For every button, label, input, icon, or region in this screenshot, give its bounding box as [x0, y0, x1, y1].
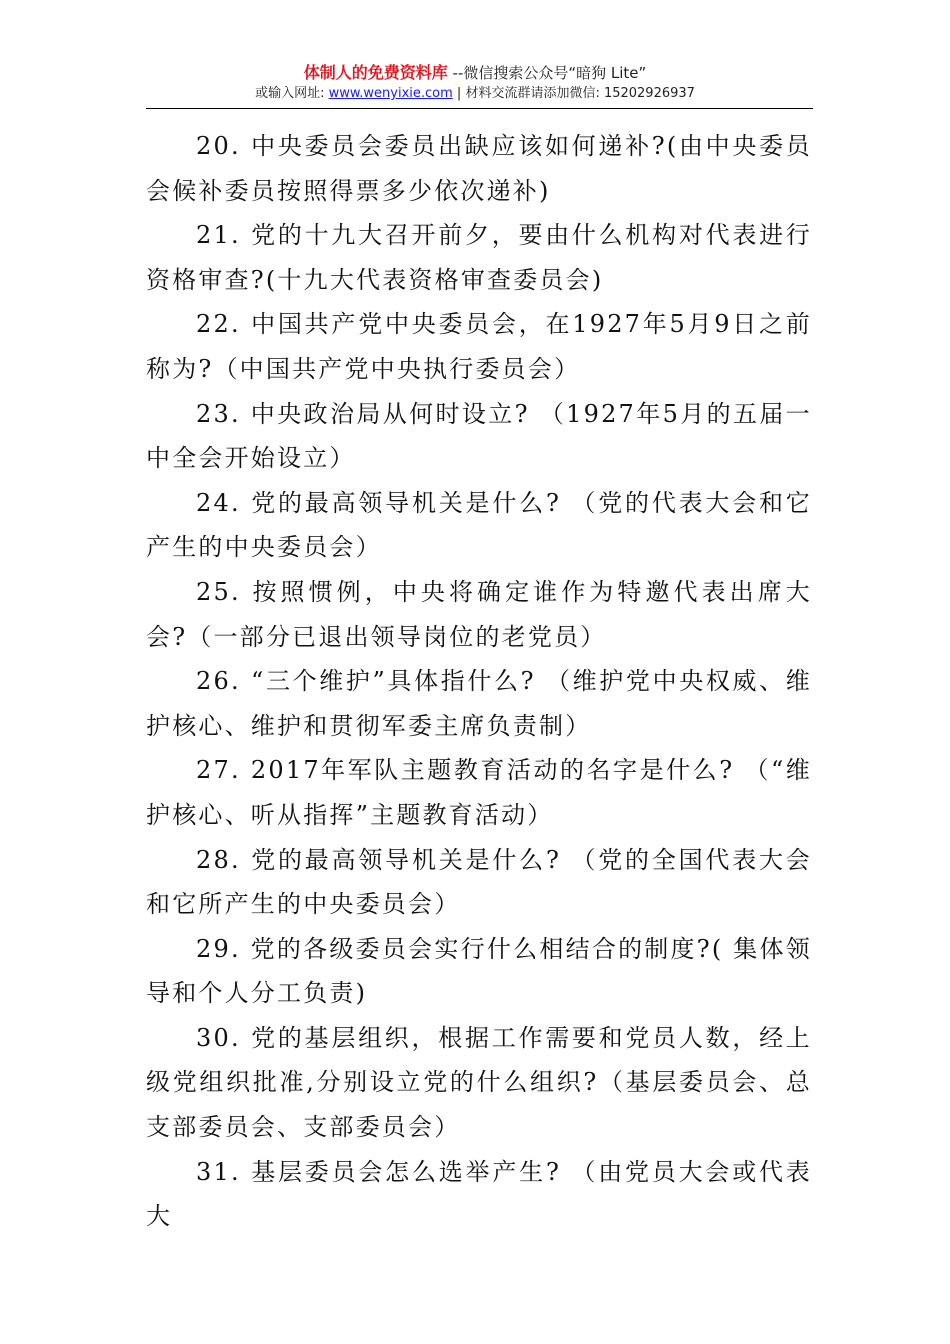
question-item: 20. 中央委员会委员出缺应该如何递补?(由中央委员会候补委员按照得票多少依次递补) — [146, 132, 812, 205]
question-item: 22. 中国共产党中央委员会，在1927年5月9日之前称为?（中国共产党中央执行委员会） — [146, 310, 812, 383]
question-item: 26. “三个维护”具体指什么? （维护党中央权威、维护核心、维护和贯彻军委主席负责制） — [146, 667, 812, 740]
url-prefix: 或输入网址: — [255, 86, 329, 101]
question-item: 25. 按照惯例，中央将确定谁作为特邀代表出席大会?（一部分已退出领导岗位的老党员） — [146, 577, 812, 651]
page-header — [0, 64, 950, 102]
question-item: 29. 党的各级委员会实行什么相结合的制度?( 集体领导和个人分工负责) — [146, 934, 812, 1008]
document-body — [146, 124, 812, 1239]
header-line-2 — [0, 86, 950, 102]
header-line-1 — [0, 64, 950, 82]
question-item: 30. 党的基层组织，根据工作需要和党员人数，经上级党组织批准,分别设立党的什么组织?（基层委员会、总支部委员会、支部委员会） — [146, 1023, 812, 1142]
question-item: 31. 基层委员会怎么选举产生? （由党员大会或代表大 — [146, 1157, 812, 1231]
brand-title: 体制人的免费资料库 — [303, 63, 448, 82]
question-item: 21. 党的十九大召开前夕，要由什么机构对代表进行资格审查?(十九大代表资格审查委员会) — [146, 221, 812, 294]
question-item: 24. 党的最高领导机关是什么? （党的代表大会和它产生的中央委员会） — [146, 488, 812, 562]
contact-info: | 材料交流群请添加微信: 15202926937 — [452, 86, 695, 101]
header-tagline: --微信搜索公众号“暗狗 Lite” — [447, 64, 647, 82]
question-item: 28. 党的最高领导机关是什么? （党的全国代表大会和它所产生的中央委员会） — [146, 845, 812, 919]
website-link[interactable]: www.wenyixie.com — [328, 86, 453, 101]
question-item: 23. 中央政治局从何时设立? （1927年5月的五届一中全会开始设立） — [146, 399, 812, 473]
question-item: 27. 2017年军队主题教育活动的名字是什么? （“维护核心、听从指挥”主题教育活动） — [146, 756, 812, 829]
header-divider — [146, 108, 813, 109]
